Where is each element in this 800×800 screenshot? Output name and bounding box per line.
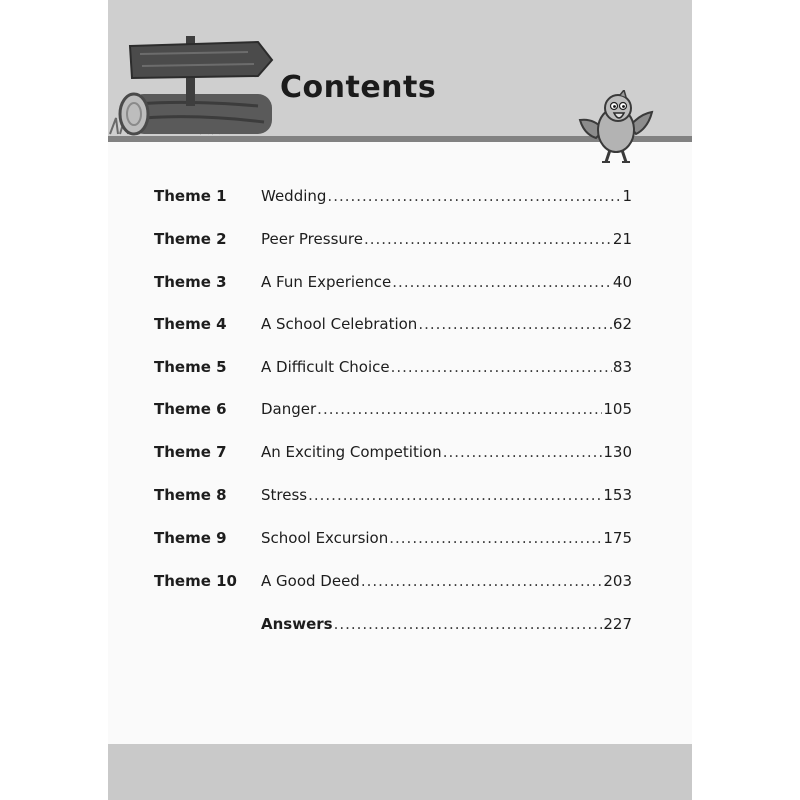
toc-row-theme-1[interactable] <box>154 187 632 211</box>
parrot-icon <box>574 90 658 168</box>
toc-row-theme-2[interactable] <box>154 230 632 254</box>
theme-label: Theme 1 <box>154 187 227 205</box>
signpost-log-illustration <box>108 30 278 138</box>
entry-title: A Fun Experience <box>261 273 392 291</box>
theme-label: Theme 9 <box>154 529 227 547</box>
toc-row-answers[interactable] <box>154 615 632 639</box>
dot-leader <box>392 273 612 291</box>
theme-label: Theme 10 <box>154 572 237 590</box>
theme-label: Theme 5 <box>154 358 227 376</box>
page-number: 21 <box>612 230 632 248</box>
dot-leader <box>443 443 603 461</box>
page-number: 62 <box>612 315 632 333</box>
theme-label: Theme 6 <box>154 400 227 418</box>
footer-band <box>108 744 692 800</box>
entry-title: An Exciting Competition <box>261 443 442 461</box>
dot-leader <box>418 315 612 333</box>
theme-label: Theme 4 <box>154 315 227 333</box>
theme-label: Theme 7 <box>154 443 227 461</box>
dot-leader <box>334 615 603 633</box>
page-number: 1 <box>622 187 632 205</box>
entry-title: Stress <box>261 486 308 504</box>
page-number: 83 <box>612 358 632 376</box>
page-number: 175 <box>603 529 632 547</box>
toc-row-theme-6[interactable] <box>154 400 632 424</box>
entry-title: A Difficult Choice <box>261 358 390 376</box>
toc-row-theme-7[interactable] <box>154 443 632 467</box>
toc-row-theme-5[interactable] <box>154 358 632 382</box>
toc-row-theme-4[interactable] <box>154 315 632 339</box>
page-number: 105 <box>603 400 632 418</box>
dot-leader <box>389 529 602 547</box>
dot-leader <box>327 187 621 205</box>
page-number: 227 <box>603 615 632 633</box>
dot-leader <box>364 230 612 248</box>
page-number: 153 <box>603 486 632 504</box>
dot-leader <box>308 486 602 504</box>
entry-title: School Excursion <box>261 529 389 547</box>
dot-leader <box>317 400 602 418</box>
page-number: 203 <box>603 572 632 590</box>
toc-row-theme-3[interactable] <box>154 273 632 297</box>
entry-title: Wedding <box>261 187 327 205</box>
dot-leader <box>391 358 612 376</box>
page-number: 130 <box>603 443 632 461</box>
entry-title: A School Celebration <box>261 315 418 333</box>
entry-title: A Good Deed <box>261 572 360 590</box>
theme-label: Theme 8 <box>154 486 227 504</box>
theme-label: Theme 3 <box>154 273 227 291</box>
contents-page <box>108 0 692 800</box>
toc-row-theme-8[interactable] <box>154 486 632 510</box>
toc-row-theme-10[interactable] <box>154 572 632 596</box>
dot-leader <box>361 572 603 590</box>
entry-title: Peer Pressure <box>261 230 363 248</box>
log-icon <box>120 94 272 134</box>
page-number: 40 <box>612 273 632 291</box>
theme-label: Theme 2 <box>154 230 227 248</box>
toc-row-theme-9[interactable] <box>154 529 632 553</box>
page-title: Contents <box>280 70 437 105</box>
entry-title: Answers <box>261 615 333 633</box>
entry-title: Danger <box>261 400 317 418</box>
